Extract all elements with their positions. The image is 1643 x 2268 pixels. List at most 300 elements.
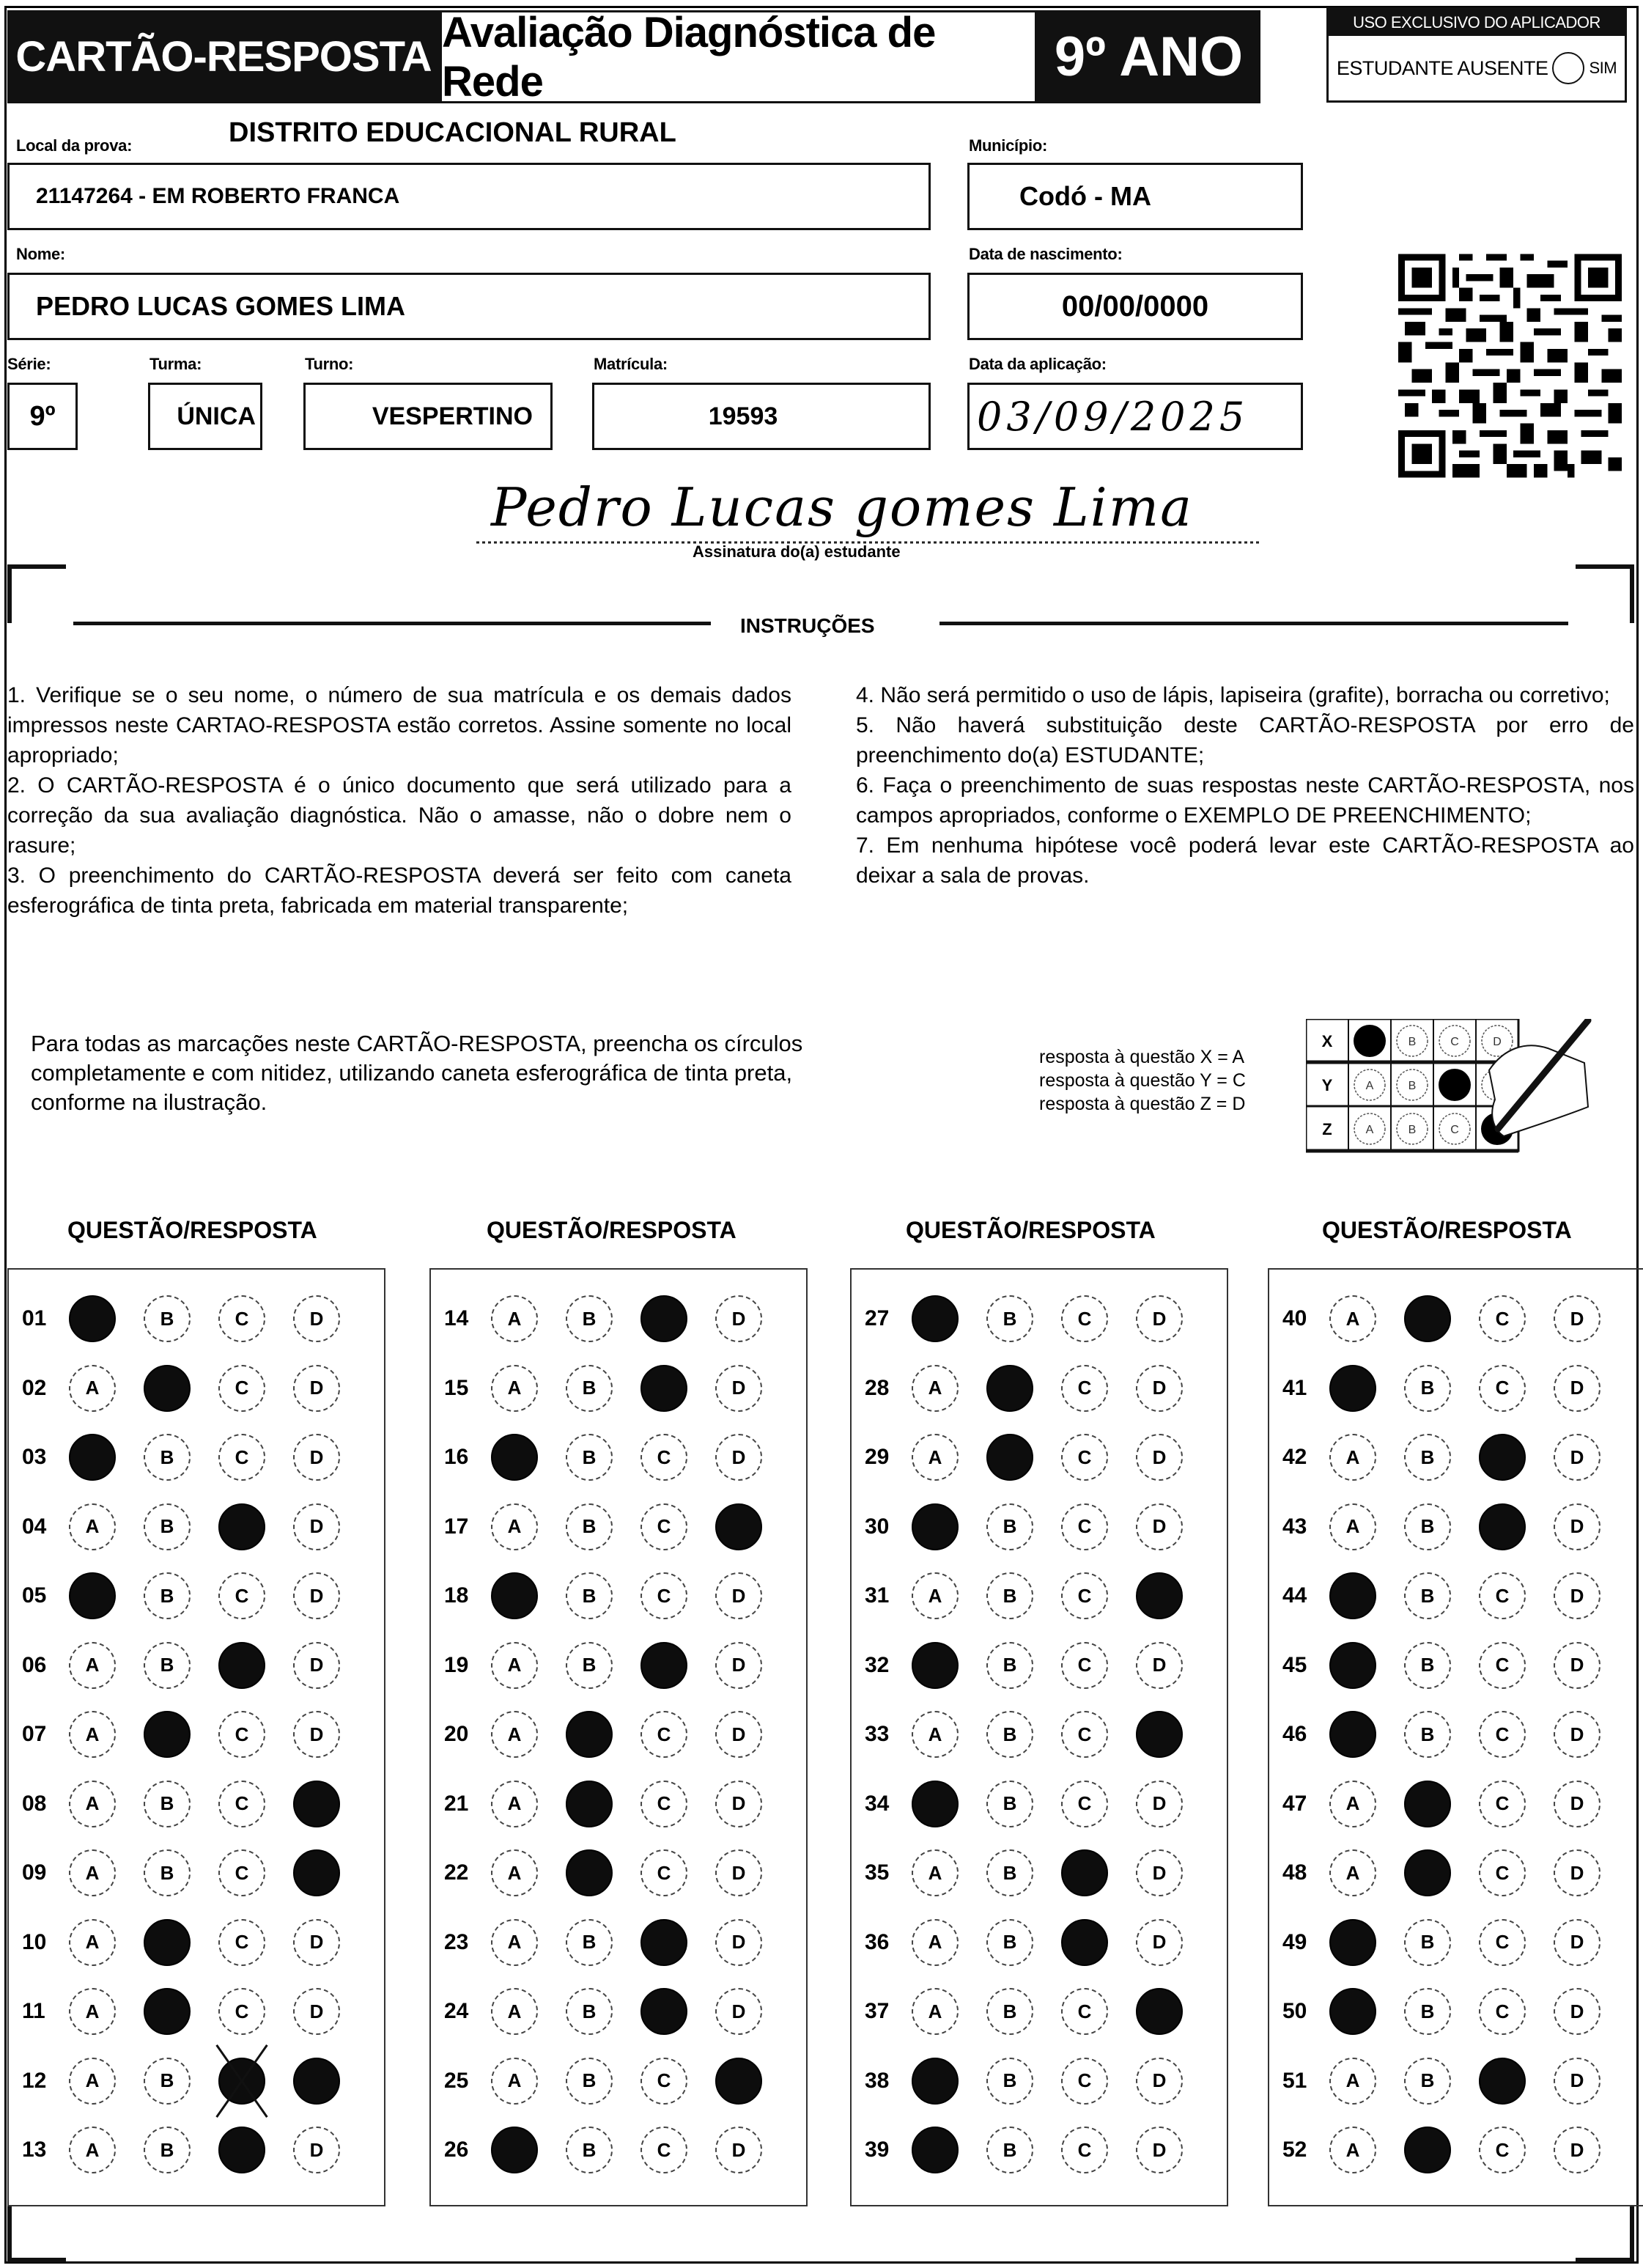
answer-bubble-c[interactable]: C	[1061, 2127, 1108, 2173]
question-row	[431, 1640, 806, 1691]
column-header: QUESTÃO/RESPOSTA	[487, 1217, 736, 1243]
answer-bubble-c[interactable]: C	[1479, 1781, 1526, 1827]
fill-example-illustration-icon	[1306, 1019, 1592, 1153]
answer-bubble-a[interactable]: A	[491, 2058, 538, 2105]
answer-bubble-a[interactable]: A	[912, 1365, 959, 1412]
answer-bubble-d[interactable]: D	[1554, 2127, 1600, 2173]
answer-bubble-d[interactable]: D	[715, 1642, 762, 1689]
question-row	[431, 1847, 806, 1899]
answer-bubble-d[interactable]: D	[293, 1572, 340, 1619]
answer-bubble-d[interactable]: D	[1554, 1295, 1600, 1342]
question-number: 50	[1282, 1999, 1307, 2023]
answer-bubble-c[interactable]: C	[1061, 1572, 1108, 1619]
answer-bubble-c[interactable]: C	[1479, 1849, 1526, 1896]
answer-bubble-d[interactable]: D	[293, 1434, 340, 1481]
answer-bubble-d[interactable]: D	[1136, 2058, 1183, 2105]
matricula-field: 19593	[592, 383, 931, 450]
answer-bubble-c[interactable]: C	[640, 1781, 687, 1827]
answer-bubble-b[interactable]: B	[566, 1919, 613, 1966]
answer-bubble-b[interactable]	[986, 1365, 1033, 1412]
answer-bubble-d[interactable]	[1136, 1572, 1183, 1619]
answer-bubble-a[interactable]: A	[69, 1849, 116, 1896]
answer-bubble-c[interactable]: C	[1061, 1988, 1108, 2035]
answer-bubble-a[interactable]	[912, 2127, 959, 2173]
answer-bubble-b[interactable]	[1404, 1849, 1451, 1896]
answer-bubble-b[interactable]: B	[144, 2058, 191, 2105]
question-number: 29	[865, 1445, 890, 1469]
answer-bubble-d[interactable]: D	[1554, 1781, 1600, 1827]
example-line-x: resposta à questão X = A	[1039, 1047, 1245, 1067]
corner-mark-tr-v	[1630, 564, 1634, 623]
answer-bubble-d[interactable]: D	[1136, 2127, 1183, 2173]
answer-bubble-b[interactable]: B	[566, 1988, 613, 2035]
answer-bubble-a[interactable]	[912, 2058, 959, 2105]
answer-bubble-d[interactable]: D	[715, 1295, 762, 1342]
answer-bubble-a[interactable]	[912, 1642, 959, 1689]
answer-bubble-a[interactable]: A	[69, 1781, 116, 1827]
question-number: 02	[22, 1375, 47, 1400]
answer-bubble-a[interactable]: A	[1329, 1781, 1376, 1827]
answer-bubble-b[interactable]	[144, 1711, 191, 1758]
answer-bubble-d[interactable]: D	[1136, 1295, 1183, 1342]
question-row	[1269, 2055, 1643, 2107]
answer-bubble-b[interactable]: B	[144, 2127, 191, 2173]
example-line-y: resposta à questão Y = C	[1039, 1070, 1246, 1091]
answer-bubble-b[interactable]: B	[986, 1849, 1033, 1896]
answer-bubble-b[interactable]: B	[1404, 1711, 1451, 1758]
answer-bubble-b[interactable]: B	[144, 1295, 191, 1342]
answer-bubble-a[interactable]: A	[912, 1849, 959, 1896]
answer-bubble-c[interactable]	[640, 1919, 687, 1966]
answer-bubble-b[interactable]: B	[986, 1781, 1033, 1827]
question-row	[9, 1847, 384, 1899]
question-row	[852, 1986, 1227, 2037]
answer-bubble-d[interactable]: D	[715, 1365, 762, 1412]
svg-text:D: D	[1493, 1036, 1502, 1048]
local-label: Local da prova:	[16, 136, 133, 155]
question-row	[1269, 1709, 1643, 1760]
question-number: 44	[1282, 1583, 1307, 1608]
svg-text:C: C	[1450, 1036, 1459, 1048]
answer-bubble-c[interactable]: C	[218, 1919, 265, 1966]
answer-bubble-b[interactable]: B	[986, 1295, 1033, 1342]
answer-bubble-b[interactable]: B	[566, 1572, 613, 1619]
answer-bubble-a[interactable]: A	[69, 1988, 116, 2035]
svg-text:Z: Z	[1322, 1120, 1332, 1138]
answer-bubble-a[interactable]: A	[491, 1849, 538, 1896]
answer-bubble-a[interactable]: A	[491, 1295, 538, 1342]
answer-bubble-d[interactable]: D	[1136, 1503, 1183, 1550]
answer-bubble-d[interactable]: D	[1554, 1365, 1600, 1412]
question-row	[852, 1501, 1227, 1553]
answer-bubble-d[interactable]: D	[1554, 1849, 1600, 1896]
answer-bubble-a[interactable]	[1329, 1642, 1376, 1689]
question-number: 06	[22, 1652, 47, 1677]
answer-bubble-b[interactable]: B	[144, 1434, 191, 1481]
question-row	[431, 1293, 806, 1344]
question-row	[431, 1986, 806, 2037]
answer-bubble-c[interactable]: C	[640, 2058, 687, 2105]
answer-bubble-a[interactable]	[1329, 1572, 1376, 1619]
district-title: DISTRITO EDUCACIONAL RURAL	[229, 117, 676, 148]
question-row	[9, 1917, 384, 1968]
answer-bubble-a[interactable]: A	[69, 2127, 116, 2173]
answer-bubble-c[interactable]: C	[1061, 1711, 1108, 1758]
question-row	[431, 1917, 806, 1968]
question-row	[431, 1709, 806, 1760]
question-row	[852, 1709, 1227, 1760]
answer-bubble-c[interactable]: C	[218, 1711, 265, 1758]
answer-bubble-b[interactable]: B	[986, 2127, 1033, 2173]
answer-bubble-d[interactable]: D	[1554, 1919, 1600, 1966]
answer-bubble-c[interactable]: C	[1479, 1988, 1526, 2035]
signature-caption: Assinatura do(a) estudante	[693, 542, 901, 561]
answer-bubble-c[interactable]: C	[218, 1849, 265, 1896]
answer-bubble-a[interactable]	[1329, 1365, 1376, 1412]
answer-bubble-a[interactable]	[912, 1295, 959, 1342]
question-number: 28	[865, 1375, 890, 1400]
example-legend	[1039, 1045, 1246, 1116]
question-number: 09	[22, 1860, 47, 1885]
fill-instructions: Para todas as marcações neste CARTÃO-RESPOSTA, preencha os círculos completamente e com nitidez, utilizando caneta esferográfica de tinta preta, conforme na ilustração.	[31, 1031, 803, 1115]
answer-bubble-b[interactable]: B	[986, 2058, 1033, 2105]
answer-bubble-d[interactable]: D	[715, 1988, 762, 2035]
question-row	[852, 1363, 1227, 1414]
answer-bubble-c[interactable]	[1061, 1849, 1108, 1896]
answer-bubble-a[interactable]: A	[491, 1365, 538, 1412]
answer-bubble-c[interactable]: C	[218, 1295, 265, 1342]
question-number: 10	[22, 1929, 47, 1954]
answer-bubble-b[interactable]: B	[1404, 2058, 1451, 2105]
question-number: 23	[444, 1929, 469, 1954]
answer-bubble-b[interactable]	[566, 1781, 613, 1827]
answer-bubble-c[interactable]	[218, 2127, 265, 2173]
answer-bubble-b[interactable]: B	[566, 1434, 613, 1481]
answer-bubble-b[interactable]: B	[1404, 1642, 1451, 1689]
answer-bubble-b[interactable]: B	[1404, 1365, 1451, 1412]
corner-mark-bl-v	[7, 2206, 12, 2262]
question-row	[431, 1501, 806, 1553]
answer-bubble-b[interactable]	[566, 1711, 613, 1758]
answer-bubble-a[interactable]: A	[1329, 1434, 1376, 1481]
answer-bubble-b[interactable]: B	[1404, 1988, 1451, 2035]
answer-bubble-a[interactable]	[69, 1434, 116, 1481]
answer-bubble-b[interactable]: B	[144, 1781, 191, 1827]
answer-bubble-c[interactable]: C	[640, 1849, 687, 1896]
answer-bubble-d[interactable]: D	[1554, 1572, 1600, 1619]
question-number: 42	[1282, 1445, 1307, 1469]
sheet-title: CARTÃO-RESPOSTA	[7, 10, 440, 103]
signature-text: Pedro Lucas gomes Lima	[491, 476, 1194, 538]
answer-bubble-c[interactable]: C	[1061, 1365, 1108, 1412]
answer-bubble-b[interactable]: B	[144, 1572, 191, 1619]
answer-bubble-d[interactable]	[293, 1849, 340, 1896]
answer-bubble-a[interactable]	[69, 1295, 116, 1342]
question-number: 17	[444, 1514, 469, 1539]
answer-bubble-b[interactable]	[566, 1849, 613, 1896]
answer-bubble-a[interactable]: A	[1329, 1849, 1376, 1896]
question-row	[1269, 1917, 1643, 1968]
answer-bubble-b[interactable]: B	[566, 1365, 613, 1412]
answer-bubble-a[interactable]	[1329, 1919, 1376, 1966]
answer-bubble-c[interactable]	[1479, 2058, 1526, 2105]
answer-bubble-a[interactable]: A	[912, 1919, 959, 1966]
answer-bubble-c[interactable]: C	[218, 1572, 265, 1619]
question-number: 52	[1282, 2138, 1307, 2162]
answer-bubble-d[interactable]	[715, 2058, 762, 2105]
answer-bubble-d[interactable]: D	[1136, 1781, 1183, 1827]
divider-right	[939, 622, 1568, 625]
answer-bubble-a[interactable]: A	[1329, 1295, 1376, 1342]
answer-bubble-d[interactable]	[293, 2058, 340, 2105]
answer-bubble-b[interactable]: B	[144, 1642, 191, 1689]
svg-text:X: X	[1321, 1032, 1333, 1050]
answer-bubble-c[interactable]: C	[640, 1434, 687, 1481]
instruction-5: 5. Não haverá substituição deste CARTÃO-RESPOSTA por erro de preenchimento do(a) ESTUDANTE;	[856, 713, 1634, 767]
answer-bubble-a[interactable]: A	[69, 1711, 116, 1758]
answer-bubble-a[interactable]: A	[69, 2058, 116, 2105]
answer-bubble-c[interactable]: C	[1061, 2058, 1108, 2105]
answer-bubble-c[interactable]: C	[218, 1365, 265, 1412]
answer-bubble-a[interactable]: A	[491, 1503, 538, 1550]
question-row	[431, 2055, 806, 2107]
turno-field: VESPERTINO	[303, 383, 553, 450]
answer-bubble-c[interactable]: C	[218, 1988, 265, 2035]
question-number: 16	[444, 1445, 469, 1469]
absent-label: ESTUDANTE AUSENTE	[1336, 56, 1548, 79]
answer-bubble-d[interactable]: D	[1136, 1919, 1183, 1966]
answer-bubble-a[interactable]	[912, 1503, 959, 1550]
answer-bubble-a[interactable]	[491, 1434, 538, 1481]
absent-checkbox[interactable]	[1552, 52, 1584, 84]
answer-bubble-d[interactable]: D	[715, 1711, 762, 1758]
answer-bubble-d[interactable]: D	[293, 1642, 340, 1689]
answer-bubble-d[interactable]: D	[715, 1849, 762, 1896]
question-number: 08	[22, 1791, 47, 1816]
answer-bubble-b[interactable]: B	[986, 1919, 1033, 1966]
answer-column-3	[850, 1268, 1228, 2206]
answer-bubble-b[interactable]: B	[1404, 1434, 1451, 1481]
answer-bubble-b[interactable]: B	[566, 2058, 613, 2105]
answer-bubble-c[interactable]: C	[1061, 1781, 1108, 1827]
answer-bubble-c[interactable]	[1479, 1434, 1526, 1481]
nome-field: PEDRO LUCAS GOMES LIMA	[7, 273, 931, 340]
answer-bubble-d[interactable]: D	[1554, 2058, 1600, 2105]
question-number: 30	[865, 1514, 890, 1539]
answer-bubble-d[interactable]: D	[715, 1434, 762, 1481]
question-row	[9, 1986, 384, 2037]
signature-area[interactable]	[469, 476, 1268, 550]
answer-bubble-c[interactable]: C	[1479, 1365, 1526, 1412]
answer-bubble-b[interactable]	[1404, 1781, 1451, 1827]
answer-bubble-c[interactable]: C	[218, 1781, 265, 1827]
answer-bubble-c[interactable]	[640, 1642, 687, 1689]
answer-bubble-a[interactable]	[491, 1572, 538, 1619]
answer-bubble-d[interactable]: D	[1136, 1365, 1183, 1412]
answer-bubble-b[interactable]	[144, 1919, 191, 1966]
answer-bubble-a[interactable]: A	[69, 1642, 116, 1689]
answer-bubble-b[interactable]: B	[1404, 1919, 1451, 1966]
instructions-left	[7, 680, 791, 921]
answer-bubble-d[interactable]	[1136, 1711, 1183, 1758]
answer-bubble-c[interactable]: C	[1479, 1919, 1526, 1966]
svg-text:A: A	[1365, 1124, 1374, 1136]
answer-bubble-d[interactable]	[293, 1781, 340, 1827]
answer-bubble-c[interactable]	[218, 1503, 265, 1550]
answer-bubble-c[interactable]: C	[1061, 1295, 1108, 1342]
answer-bubble-d[interactable]: D	[293, 1988, 340, 2035]
answer-bubble-c[interactable]: C	[1061, 1503, 1108, 1550]
answer-bubble-a[interactable]: A	[491, 1711, 538, 1758]
answer-bubble-a[interactable]: A	[69, 1919, 116, 1966]
corner-mark-br	[1576, 2258, 1634, 2262]
answer-bubble-b[interactable]: B	[986, 1503, 1033, 1550]
answer-bubble-c[interactable]: C	[640, 1711, 687, 1758]
answer-bubble-d[interactable]: D	[293, 1295, 340, 1342]
answer-bubble-a[interactable]: A	[912, 1711, 959, 1758]
question-number: 45	[1282, 1652, 1307, 1677]
answer-bubble-a[interactable]: A	[912, 1434, 959, 1481]
answer-bubble-b[interactable]	[1404, 2127, 1451, 2173]
answer-bubble-d[interactable]: D	[1136, 1642, 1183, 1689]
question-row	[1269, 1570, 1643, 1621]
answer-bubble-b[interactable]	[144, 1988, 191, 2035]
answer-bubble-a[interactable]: A	[491, 1642, 538, 1689]
answer-bubble-d[interactable]: D	[1554, 1988, 1600, 2035]
answer-bubble-d[interactable]: D	[715, 1781, 762, 1827]
answer-bubble-b[interactable]: B	[1404, 1572, 1451, 1619]
answer-bubble-d[interactable]: D	[715, 1572, 762, 1619]
answer-bubble-c[interactable]: C	[640, 1572, 687, 1619]
answer-bubble-b[interactable]: B	[566, 2127, 613, 2173]
answer-bubble-d[interactable]: D	[1136, 1434, 1183, 1481]
question-row	[852, 1917, 1227, 1968]
answer-bubble-b[interactable]: B	[144, 1849, 191, 1896]
question-number: 11	[22, 1999, 45, 2023]
serie-label: Série:	[7, 355, 51, 373]
answer-bubble-b[interactable]: B	[986, 1988, 1033, 2035]
answer-bubble-c[interactable]: C	[1061, 1642, 1108, 1689]
turma-field: ÚNICA	[148, 383, 262, 450]
answer-bubble-d[interactable]: D	[1136, 1849, 1183, 1896]
answer-bubble-c[interactable]	[218, 1642, 265, 1689]
answer-bubble-a[interactable]: A	[1329, 2127, 1376, 2173]
answer-bubble-b[interactable]: B	[1404, 1503, 1451, 1550]
answer-bubble-b[interactable]: B	[566, 1503, 613, 1550]
answer-bubble-d[interactable]: D	[1554, 1642, 1600, 1689]
example-line-z: resposta à questão Z = D	[1039, 1094, 1246, 1114]
answer-bubble-b[interactable]: B	[986, 1572, 1033, 1619]
question-number: 36	[865, 1929, 890, 1954]
answer-bubble-a[interactable]	[1329, 1711, 1376, 1758]
answer-bubble-b[interactable]: B	[566, 1295, 613, 1342]
answer-bubble-c[interactable]: C	[1479, 1295, 1526, 1342]
column-header: QUESTÃO/RESPOSTA	[1322, 1217, 1572, 1243]
answer-bubble-a[interactable]	[491, 2127, 538, 2173]
answer-bubble-d[interactable]: D	[1554, 1503, 1600, 1550]
answer-bubble-c[interactable]: C	[1061, 1434, 1108, 1481]
divider-left	[73, 622, 711, 625]
question-number: 40	[1282, 1306, 1307, 1330]
answer-bubble-a[interactable]: A	[491, 1988, 538, 2035]
answer-bubble-c[interactable]: C	[218, 1434, 265, 1481]
answer-bubble-c[interactable]	[1479, 1503, 1526, 1550]
question-row	[1269, 2124, 1643, 2176]
answer-bubble-a[interactable]: A	[491, 1919, 538, 1966]
answer-bubble-d[interactable]: D	[293, 1365, 340, 1412]
answer-bubble-c[interactable]: C	[1479, 2127, 1526, 2173]
question-row	[852, 1432, 1227, 1483]
question-row	[431, 2124, 806, 2176]
instructions-title: INSTRUÇÕES	[740, 614, 875, 637]
answer-bubble-c[interactable]: C	[1479, 1711, 1526, 1758]
answer-bubble-d[interactable]: D	[293, 2127, 340, 2173]
question-number: 48	[1282, 1860, 1307, 1885]
question-row	[1269, 1778, 1643, 1830]
question-row	[852, 1778, 1227, 1830]
instruction-2: 2. O CARTÃO-RESPOSTA é o único documento que será utilizado para a correção da sua avaliação diagnóstica. Não o amasse, não o dobre nem o rasure;	[7, 773, 791, 858]
answer-bubble-a[interactable]: A	[69, 1365, 116, 1412]
answer-bubble-b[interactable]: B	[986, 1642, 1033, 1689]
answer-bubble-d[interactable]	[715, 1503, 762, 1550]
answer-bubble-c[interactable]	[640, 1988, 687, 2035]
answer-bubble-a[interactable]: A	[491, 1781, 538, 1827]
answer-bubble-c[interactable]: C	[640, 1503, 687, 1550]
svg-text:A: A	[1365, 1080, 1374, 1092]
aplicacao-field: 03/09/2025	[967, 383, 1303, 450]
answer-bubble-d[interactable]: D	[293, 1503, 340, 1550]
answer-bubble-d[interactable]: D	[293, 1711, 340, 1758]
answer-bubble-b[interactable]: B	[566, 1642, 613, 1689]
answer-bubble-c[interactable]	[218, 2058, 265, 2105]
answer-bubble-b[interactable]: B	[986, 1711, 1033, 1758]
answer-bubble-d[interactable]: D	[293, 1919, 340, 1966]
answer-bubble-a[interactable]: A	[69, 1503, 116, 1550]
question-number: 25	[444, 2068, 469, 2093]
answer-bubble-a[interactable]: A	[912, 1572, 959, 1619]
answer-bubble-c[interactable]	[1061, 1919, 1108, 1966]
answer-bubble-c[interactable]: C	[1479, 1642, 1526, 1689]
answer-bubble-d[interactable]: D	[715, 1919, 762, 1966]
answer-bubble-c[interactable]: C	[1479, 1572, 1526, 1619]
answer-bubble-d[interactable]: D	[1554, 1434, 1600, 1481]
answer-bubble-c[interactable]: C	[640, 2127, 687, 2173]
answer-bubble-a[interactable]	[912, 1781, 959, 1827]
answer-bubble-d[interactable]: D	[715, 2127, 762, 2173]
answer-bubble-a[interactable]: A	[1329, 1503, 1376, 1550]
answer-bubble-d[interactable]	[1136, 1988, 1183, 2035]
corner-mark-br-v	[1630, 2206, 1634, 2262]
question-number: 41	[1282, 1375, 1307, 1400]
question-number: 49	[1282, 1929, 1307, 1954]
answer-bubble-b[interactable]	[986, 1434, 1033, 1481]
answer-bubble-a[interactable]: A	[912, 1988, 959, 2035]
question-number: 37	[865, 1999, 890, 2023]
answer-bubble-a[interactable]: A	[1329, 2058, 1376, 2105]
answer-bubble-b[interactable]	[144, 1365, 191, 1412]
question-row	[9, 1640, 384, 1691]
answer-bubble-a[interactable]	[1329, 1988, 1376, 2035]
question-number: 24	[444, 1999, 469, 2023]
answer-bubble-b[interactable]: B	[144, 1503, 191, 1550]
question-row	[1269, 1847, 1643, 1899]
answer-bubble-a[interactable]	[69, 1572, 116, 1619]
answer-bubble-d[interactable]: D	[1554, 1711, 1600, 1758]
answer-bubble-c[interactable]	[640, 1295, 687, 1342]
question-row	[9, 2055, 384, 2107]
answer-bubble-c[interactable]	[640, 1365, 687, 1412]
answer-bubble-b[interactable]	[1404, 1295, 1451, 1342]
